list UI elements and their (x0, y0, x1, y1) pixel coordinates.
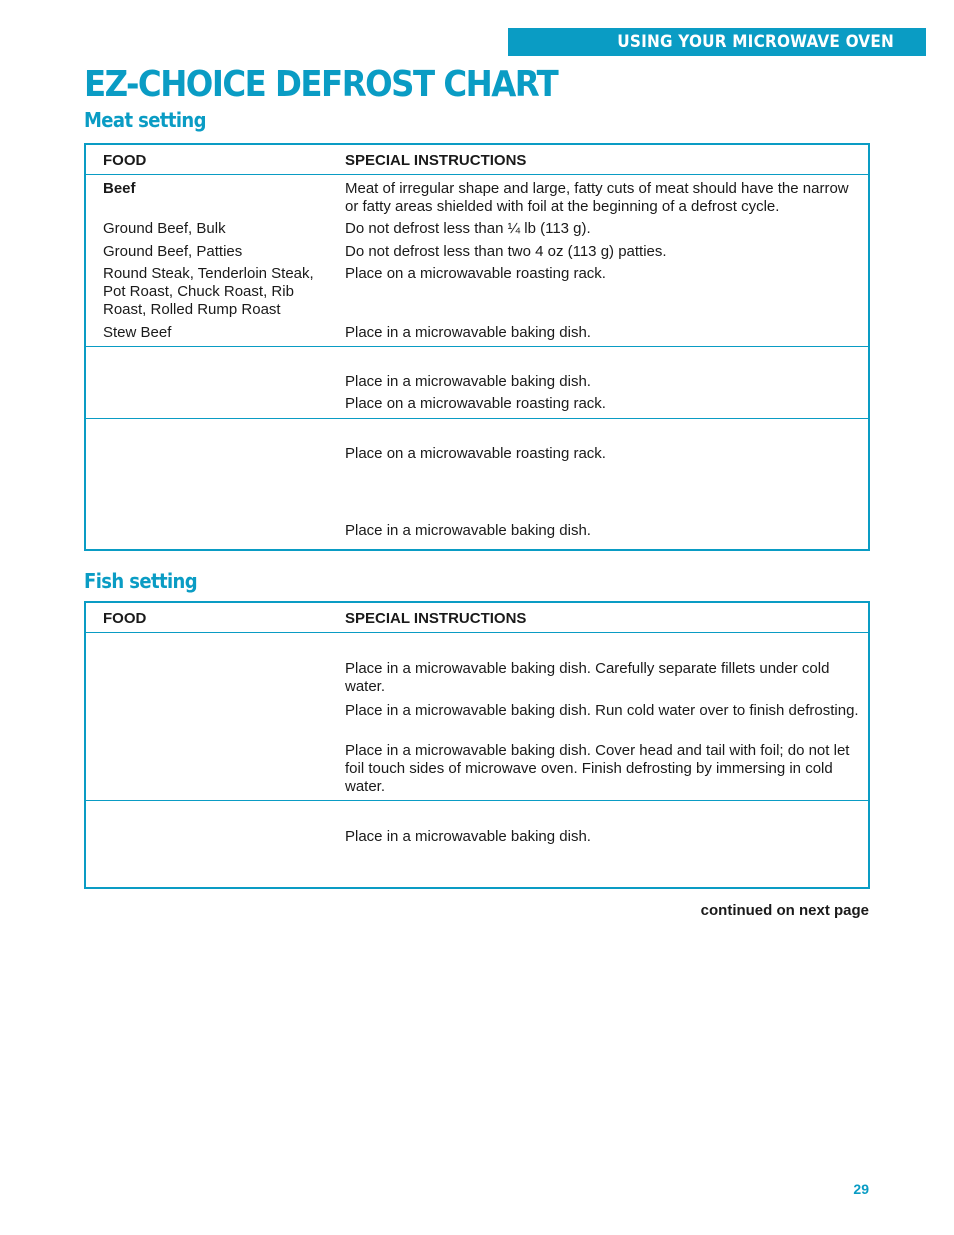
section-header-bar (508, 28, 926, 56)
table-group (86, 347, 868, 419)
food-cell: Beef (103, 180, 136, 197)
column-header-instructions: SPECIAL INSTRUCTIONS (345, 152, 527, 169)
column-header-food: FOOD (103, 152, 147, 169)
meat-defrost-table (84, 143, 870, 551)
instructions-cell: Place in a microwavable baking dish. (345, 324, 591, 341)
food-cell: Ground Beef, Patties (103, 243, 243, 260)
food-cell: Stew Beef (103, 324, 172, 341)
instructions-cell: Place in a microwavable baking dish. (345, 522, 591, 539)
table-group-beef (86, 175, 868, 347)
table-group (86, 419, 868, 549)
page-number: 29 (853, 1181, 869, 1197)
page-title: EZ-CHOICE DEFROST CHART (84, 64, 558, 105)
food-cell: Round Steak, Tenderloin Steak, Pot Roast, Chuck Roast, Rib Roast, Rolled Rump Roast (103, 265, 314, 318)
section-header-label: USING YOUR MICROWAVE OVEN (617, 32, 894, 52)
fish-defrost-table (84, 601, 870, 889)
instructions-cell: Do not defrost less than ¼ lb (113 g). (345, 220, 591, 237)
food-cell: Ground Beef, Bulk (103, 220, 226, 237)
table-header (86, 603, 868, 633)
instructions-cell: Place in a microwavable baking dish. (345, 373, 591, 390)
instructions-cell: Place on a microwavable roasting rack. (345, 445, 606, 462)
fish-section-title: Fish setting (84, 569, 198, 593)
table-group (86, 633, 868, 801)
table-header (86, 145, 868, 175)
meat-section-title: Meat setting (84, 108, 206, 132)
instructions-cell: Place in a microwavable baking dish. (345, 828, 591, 845)
instructions-cell: Place in a microwavable baking dish. Carefully separate fillets under cold water. (345, 660, 830, 695)
instructions-cell: Do not defrost less than two 4 oz (113 g) patties. (345, 243, 667, 260)
instructions-cell: Place on a microwavable roasting rack. (345, 265, 606, 282)
table-group (86, 801, 868, 887)
instructions-cell: Place in a microwavable baking dish. Cover head and tail with foil; do not let foil touch sides of microwave oven. Finish defrosting by immersing in cold water. (345, 742, 850, 795)
continued-note: continued on next page (700, 902, 869, 919)
instructions-cell: Meat of irregular shape and large, fatty cuts of meat should have the narrow or fatty areas shielded with foil at the beginning of a defrost cycle. (345, 180, 849, 215)
instructions-cell: Place on a microwavable roasting rack. (345, 395, 606, 412)
column-header-instructions: SPECIAL INSTRUCTIONS (345, 610, 527, 627)
column-header-food: FOOD (103, 610, 147, 627)
instructions-cell: Place in a microwavable baking dish. Run cold water over to finish defrosting. (345, 702, 859, 719)
